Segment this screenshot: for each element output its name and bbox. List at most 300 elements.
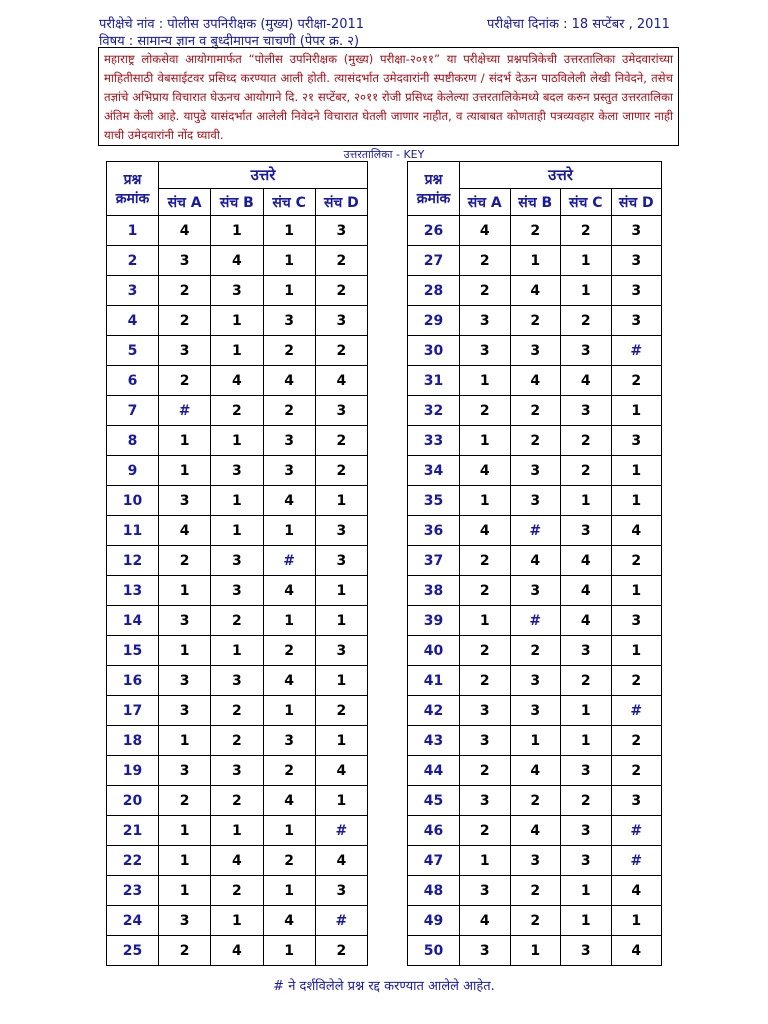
- set-d-header: संच D: [315, 189, 367, 216]
- answer-cell: 2: [263, 756, 315, 786]
- answer-cell: 2: [510, 396, 561, 426]
- question-number-cell: 27: [408, 246, 460, 276]
- answer-cell: 3: [159, 906, 211, 936]
- question-number-cell: 41: [408, 666, 460, 696]
- exam-date-line: परीक्षेचा दिनांक : 18 सप्टेंबर , 2011: [487, 17, 670, 32]
- table-row: [408, 756, 662, 786]
- answer-cell: 1: [611, 456, 662, 486]
- answer-cell: 2: [510, 906, 561, 936]
- table-row: [107, 636, 368, 666]
- answer-cell: 2: [159, 306, 211, 336]
- table-row: [408, 576, 662, 606]
- exam-date: 18 सप्टेंबर , 2011: [571, 17, 670, 32]
- answer-cell: 2: [561, 426, 612, 456]
- answer-cell: 2: [510, 786, 561, 816]
- answer-cell: 1: [159, 846, 211, 876]
- answer-cell: 1: [211, 906, 263, 936]
- answer-cell: 4: [263, 786, 315, 816]
- answer-cell: 4: [611, 516, 662, 546]
- answer-cell: 1: [611, 636, 662, 666]
- table-row: [408, 246, 662, 276]
- table-row: [107, 216, 368, 246]
- answer-cell: 4: [263, 666, 315, 696]
- question-number-cell: 28: [408, 276, 460, 306]
- answer-cell: 4: [460, 216, 511, 246]
- answer-cell: 1: [561, 726, 612, 756]
- answer-cell: 3: [211, 546, 263, 576]
- answer-cell: 2: [159, 366, 211, 396]
- answer-cell: 3: [561, 396, 612, 426]
- answer-cell: 2: [315, 936, 367, 966]
- table-row: [107, 846, 368, 876]
- answer-cell: 3: [460, 306, 511, 336]
- answer-cell: 1: [611, 906, 662, 936]
- answer-cell: 3: [611, 426, 662, 456]
- answer-cell: 2: [263, 396, 315, 426]
- question-number-cell: 15: [107, 636, 159, 666]
- answer-cell: 1: [315, 486, 367, 516]
- table-row: [408, 666, 662, 696]
- question-number-cell: 4: [107, 306, 159, 336]
- answer-cell: 1: [159, 876, 211, 906]
- question-number-cell: 6: [107, 366, 159, 396]
- question-number-cell: 5: [107, 336, 159, 366]
- answer-cell: 2: [211, 726, 263, 756]
- question-number-cell: 10: [107, 486, 159, 516]
- table-row: [408, 516, 662, 546]
- answer-cell: 2: [315, 426, 367, 456]
- answer-cell: 3: [159, 336, 211, 366]
- answer-cell: 3: [159, 696, 211, 726]
- question-number-cell: 9: [107, 456, 159, 486]
- answer-cell: 2: [315, 336, 367, 366]
- table-row: [408, 846, 662, 876]
- answer-cell: 4: [561, 366, 612, 396]
- question-number-cell: 44: [408, 756, 460, 786]
- table-row: [107, 546, 368, 576]
- answer-cell: 4: [211, 936, 263, 966]
- answer-cell: 2: [611, 666, 662, 696]
- answer-cell: 3: [315, 306, 367, 336]
- set-b-header: संच B: [510, 189, 561, 216]
- set-a-header: संच A: [460, 189, 511, 216]
- answer-cell: #: [611, 696, 662, 726]
- answer-cell: 2: [460, 276, 511, 306]
- question-number-cell: 21: [107, 816, 159, 846]
- answer-cell: 3: [510, 666, 561, 696]
- question-number-cell: 23: [107, 876, 159, 906]
- table-row: [408, 816, 662, 846]
- answer-cell: 1: [159, 816, 211, 846]
- question-number-cell: 37: [408, 546, 460, 576]
- answer-cell: 4: [263, 576, 315, 606]
- answer-cell: 2: [561, 216, 612, 246]
- answer-cell: 2: [460, 246, 511, 276]
- answer-cell: 1: [561, 696, 612, 726]
- table-row: [408, 486, 662, 516]
- question-number-cell: 20: [107, 786, 159, 816]
- question-number-cell: 50: [408, 936, 460, 966]
- answer-cell: 4: [211, 246, 263, 276]
- answer-cell: 2: [460, 546, 511, 576]
- answer-cell: 3: [263, 456, 315, 486]
- answer-cell: 2: [315, 276, 367, 306]
- question-number-cell: 49: [408, 906, 460, 936]
- answer-cell: 1: [211, 336, 263, 366]
- table-row: [107, 336, 368, 366]
- answer-cell: 2: [510, 876, 561, 906]
- answer-cell: 2: [460, 816, 511, 846]
- question-number-cell: 24: [107, 906, 159, 936]
- table-row: [107, 936, 368, 966]
- answer-cell: 1: [211, 486, 263, 516]
- set-c-header: संच C: [561, 189, 612, 216]
- answer-cell: 2: [460, 576, 511, 606]
- table-row: [408, 906, 662, 936]
- question-number-cell: 18: [107, 726, 159, 756]
- table-row: [107, 876, 368, 906]
- question-number-cell: 26: [408, 216, 460, 246]
- answer-cell: 2: [460, 636, 511, 666]
- table-row: [408, 396, 662, 426]
- question-number-cell: 45: [408, 786, 460, 816]
- table-row: [107, 516, 368, 546]
- answer-cell: 2: [315, 456, 367, 486]
- answer-cell: 3: [263, 726, 315, 756]
- answer-cell: 2: [611, 546, 662, 576]
- answer-cell: 4: [211, 846, 263, 876]
- table-row: [107, 276, 368, 306]
- set-b-header: संच B: [211, 189, 263, 216]
- answer-cell: 2: [211, 696, 263, 726]
- table-row: [408, 606, 662, 636]
- answer-cell: 1: [460, 426, 511, 456]
- answer-cell: #: [263, 546, 315, 576]
- set-c-header: संच C: [263, 189, 315, 216]
- question-number-cell: 29: [408, 306, 460, 336]
- answer-cell: 3: [263, 306, 315, 336]
- answer-cell: 4: [561, 606, 612, 636]
- answer-cell: 4: [510, 756, 561, 786]
- answer-cell: 3: [263, 426, 315, 456]
- answer-cell: 3: [159, 246, 211, 276]
- answer-cell: 4: [460, 516, 511, 546]
- answer-cell: 4: [460, 906, 511, 936]
- table-row: [408, 936, 662, 966]
- question-number-cell: 14: [107, 606, 159, 636]
- answer-cell: 1: [159, 636, 211, 666]
- table-row: [408, 336, 662, 366]
- answer-cell: 1: [561, 876, 612, 906]
- answer-cell: 4: [611, 876, 662, 906]
- answer-cell: 3: [159, 666, 211, 696]
- answer-cell: 2: [460, 396, 511, 426]
- answer-key-table-left: [106, 161, 368, 966]
- table-row: [408, 306, 662, 336]
- table-row: [408, 726, 662, 756]
- answer-cell: 2: [263, 336, 315, 366]
- answer-cell: 3: [211, 666, 263, 696]
- table-row: [408, 696, 662, 726]
- question-number-cell: 11: [107, 516, 159, 546]
- question-number-cell: 13: [107, 576, 159, 606]
- subject: सामान्य ज्ञान व बुध्दीमापन चाचणी (पेपर क्र. २): [137, 34, 360, 49]
- answer-cell: 1: [460, 846, 511, 876]
- answer-cell: 4: [159, 216, 211, 246]
- answer-cell: 1: [211, 306, 263, 336]
- answer-cell: 3: [159, 486, 211, 516]
- exam-name: पोलीस उपनिरीक्षक (मुख्य) परीक्षा-2011: [167, 17, 365, 32]
- answer-cell: 1: [510, 246, 561, 276]
- question-number-cell: 7: [107, 396, 159, 426]
- answer-cell: 2: [263, 636, 315, 666]
- question-number-header: प्रश्न क्रमांक: [107, 162, 159, 216]
- answer-cell: 3: [159, 606, 211, 636]
- answer-cell: 1: [315, 606, 367, 636]
- set-a-header: संच A: [159, 189, 211, 216]
- answer-cell: 1: [315, 786, 367, 816]
- answer-cell: 1: [211, 636, 263, 666]
- answer-cell: 4: [315, 756, 367, 786]
- answer-cell: #: [315, 906, 367, 936]
- table-row: [408, 876, 662, 906]
- answer-cell: 2: [510, 426, 561, 456]
- answer-cell: 4: [159, 516, 211, 546]
- question-number-cell: 42: [408, 696, 460, 726]
- answer-cell: 1: [315, 576, 367, 606]
- answer-cell: 2: [263, 846, 315, 876]
- question-number-cell: 36: [408, 516, 460, 546]
- answer-cell: 3: [510, 486, 561, 516]
- answer-cell: 3: [611, 786, 662, 816]
- table-row: [408, 216, 662, 246]
- answer-cell: 1: [611, 396, 662, 426]
- question-number-cell: 39: [408, 606, 460, 636]
- question-number-cell: 35: [408, 486, 460, 516]
- exam-date-label: परीक्षेचा दिनांक: [487, 17, 559, 32]
- answer-cell: 3: [510, 456, 561, 486]
- question-number-cell: 19: [107, 756, 159, 786]
- question-number-cell: 3: [107, 276, 159, 306]
- answer-cell: 1: [263, 276, 315, 306]
- answer-cell: 3: [611, 306, 662, 336]
- answer-cell: 3: [561, 636, 612, 666]
- answer-cell: 1: [159, 426, 211, 456]
- footer-note: # ने दर्शविलेले प्रश्न रद्द करण्यात आलेले आहेत.: [273, 979, 495, 994]
- answer-cell: 3: [315, 636, 367, 666]
- question-number-cell: 16: [107, 666, 159, 696]
- answer-cell: 2: [611, 366, 662, 396]
- answer-cell: 3: [460, 786, 511, 816]
- answer-cell: 4: [561, 546, 612, 576]
- answer-cell: 2: [211, 606, 263, 636]
- table-row: [408, 276, 662, 306]
- answer-cell: 1: [561, 246, 612, 276]
- answer-cell: 1: [211, 816, 263, 846]
- answer-cell: 2: [159, 546, 211, 576]
- answer-cell: 1: [315, 726, 367, 756]
- answer-cell: 1: [611, 576, 662, 606]
- subject-label: विषय: [99, 34, 125, 49]
- answer-cell: 2: [561, 666, 612, 696]
- answer-cell: 3: [460, 336, 511, 366]
- exam-name-label: परीक्षेचे नांव: [99, 17, 155, 32]
- answer-cell: 1: [263, 936, 315, 966]
- answer-cell: 1: [263, 816, 315, 846]
- answer-cell: 1: [263, 216, 315, 246]
- question-number-cell: 40: [408, 636, 460, 666]
- answer-cell: 1: [510, 936, 561, 966]
- answer-cell: 1: [510, 726, 561, 756]
- answer-cell: 1: [315, 666, 367, 696]
- answer-cell: 2: [315, 246, 367, 276]
- answer-cell: #: [611, 336, 662, 366]
- answer-cell: #: [315, 816, 367, 846]
- answer-cell: 3: [561, 336, 612, 366]
- question-number-cell: 22: [107, 846, 159, 876]
- answer-cell: 1: [561, 486, 612, 516]
- answer-cell: 3: [315, 396, 367, 426]
- answer-cell: 1: [263, 696, 315, 726]
- answer-cell: 3: [211, 456, 263, 486]
- question-number-cell: 25: [107, 936, 159, 966]
- answer-cell: 2: [159, 276, 211, 306]
- answer-key-table-right: [407, 161, 662, 966]
- table-row: [107, 366, 368, 396]
- table-row: [107, 606, 368, 636]
- answer-cell: 2: [510, 306, 561, 336]
- answer-cell: 3: [460, 696, 511, 726]
- table-row: [107, 726, 368, 756]
- answer-cell: 4: [561, 576, 612, 606]
- answer-cell: 1: [263, 246, 315, 276]
- answer-rows-right: [408, 216, 662, 966]
- answer-cell: 1: [263, 516, 315, 546]
- answer-cell: 1: [561, 906, 612, 936]
- answer-cell: 2: [159, 786, 211, 816]
- table-row: [408, 546, 662, 576]
- answer-cell: 4: [460, 456, 511, 486]
- table-row: [107, 246, 368, 276]
- answer-cell: 3: [561, 816, 612, 846]
- answer-cell: 3: [611, 276, 662, 306]
- question-number-cell: 30: [408, 336, 460, 366]
- table-row: [107, 396, 368, 426]
- answer-cell: #: [611, 816, 662, 846]
- question-number-cell: 17: [107, 696, 159, 726]
- table-row: [408, 426, 662, 456]
- answer-cell: 3: [510, 846, 561, 876]
- answers-header: उत्तरे: [159, 162, 368, 189]
- question-number-cell: 32: [408, 396, 460, 426]
- table-row: [107, 756, 368, 786]
- answer-cell: 4: [263, 366, 315, 396]
- table-row: [408, 636, 662, 666]
- answer-cell: 3: [510, 576, 561, 606]
- question-number-cell: 48: [408, 876, 460, 906]
- question-number-cell: 31: [408, 366, 460, 396]
- answer-cell: 4: [315, 846, 367, 876]
- answer-cell: 4: [510, 276, 561, 306]
- answer-cell: 1: [611, 486, 662, 516]
- answer-cell: 3: [561, 516, 612, 546]
- answer-cell: 3: [561, 936, 612, 966]
- answer-cell: 1: [460, 606, 511, 636]
- answer-cell: #: [611, 846, 662, 876]
- table-row: [107, 816, 368, 846]
- answer-cell: 3: [561, 846, 612, 876]
- answer-cell: 2: [159, 936, 211, 966]
- answer-cell: 3: [611, 216, 662, 246]
- answer-cell: 3: [211, 576, 263, 606]
- answer-cell: 4: [510, 366, 561, 396]
- answer-cell: 2: [211, 786, 263, 816]
- question-number-cell: 1: [107, 216, 159, 246]
- answer-cell: 4: [263, 906, 315, 936]
- question-number-cell: 2: [107, 246, 159, 276]
- answer-cell: 1: [561, 276, 612, 306]
- answer-cell: 3: [315, 216, 367, 246]
- answer-cell: 1: [460, 366, 511, 396]
- question-number-header: प्रश्न क्रमांक: [408, 162, 460, 216]
- answer-cell: 2: [460, 666, 511, 696]
- answer-cell: 3: [510, 696, 561, 726]
- question-number-cell: 47: [408, 846, 460, 876]
- answer-cell: 3: [460, 726, 511, 756]
- answer-cell: 1: [159, 456, 211, 486]
- answer-cell: 2: [611, 756, 662, 786]
- question-number-cell: 43: [408, 726, 460, 756]
- question-number-cell: 33: [408, 426, 460, 456]
- answers-header: उत्तरे: [460, 162, 662, 189]
- answer-cell: 2: [211, 396, 263, 426]
- answer-cell: 1: [211, 516, 263, 546]
- answer-cell: 3: [460, 936, 511, 966]
- subject-line: विषय : सामान्य ज्ञान व बुध्दीमापन चाचणी (पेपर क्र. २): [99, 34, 360, 49]
- answer-cell: 3: [211, 276, 263, 306]
- answer-cell: 1: [159, 726, 211, 756]
- question-number-cell: 8: [107, 426, 159, 456]
- table-row: [107, 906, 368, 936]
- table-row: [107, 696, 368, 726]
- answer-cell: #: [159, 396, 211, 426]
- table-row: [408, 366, 662, 396]
- answer-cell: 2: [460, 756, 511, 786]
- answer-cell: 1: [211, 426, 263, 456]
- answer-cell: 1: [211, 216, 263, 246]
- answer-cell: 3: [159, 756, 211, 786]
- table-row: [408, 456, 662, 486]
- answer-cell: 3: [510, 336, 561, 366]
- answer-cell: 2: [510, 216, 561, 246]
- answer-cell: 2: [315, 696, 367, 726]
- answer-cell: #: [510, 606, 561, 636]
- table-row: [408, 786, 662, 816]
- answer-cell: 3: [315, 516, 367, 546]
- notice-box: महाराष्ट्र लोकसेवा आयोगामार्फत “पोलीस उपनिरीक्षक (मुख्य) परीक्षा-२०११” या परीक्षेच्या प्रश्नपत्रिकेची उत्तरतालिका उमेदवारांच्या माहितीसाठी वेबसाईटवर प्रसिध्द करण्यात आली होती. त्यासंदर्भात उमेदवारांनी स्पष्टीकरण / संदर्भ देऊन पाठविलेली लेखी निवेदने, तसेच तज्ञांचे अभिप्राय विचारात घेऊनच आयोगाने दि. २१ सप्टेंबर, २०११ रोजी प्रसिध्द केलेल्या उत्तरतालिकेमध्ये बदल करुन प्रस्तुत उत्तरतालिका अंतिम केली आहे. यापुढे यासंदर्भात आलेली निवेदने विचारात घेतली जाणार नाहीत, व त्याबाबत कोणताही पत्रव्यवहार केला जाणार नाही याची उमेदवारांनी नोंद घ्यावी.: [98, 47, 679, 146]
- table-row: [107, 786, 368, 816]
- table-row: [107, 486, 368, 516]
- answer-cell: 4: [263, 486, 315, 516]
- key-title: उत्तरतालिका - KEY: [343, 148, 425, 161]
- answer-cell: 2: [561, 456, 612, 486]
- answer-cell: 3: [611, 246, 662, 276]
- answer-cell: 2: [561, 306, 612, 336]
- answer-cell: 2: [510, 636, 561, 666]
- answer-cell: 3: [561, 756, 612, 786]
- table-row: [107, 576, 368, 606]
- answer-rows-left: [107, 216, 368, 966]
